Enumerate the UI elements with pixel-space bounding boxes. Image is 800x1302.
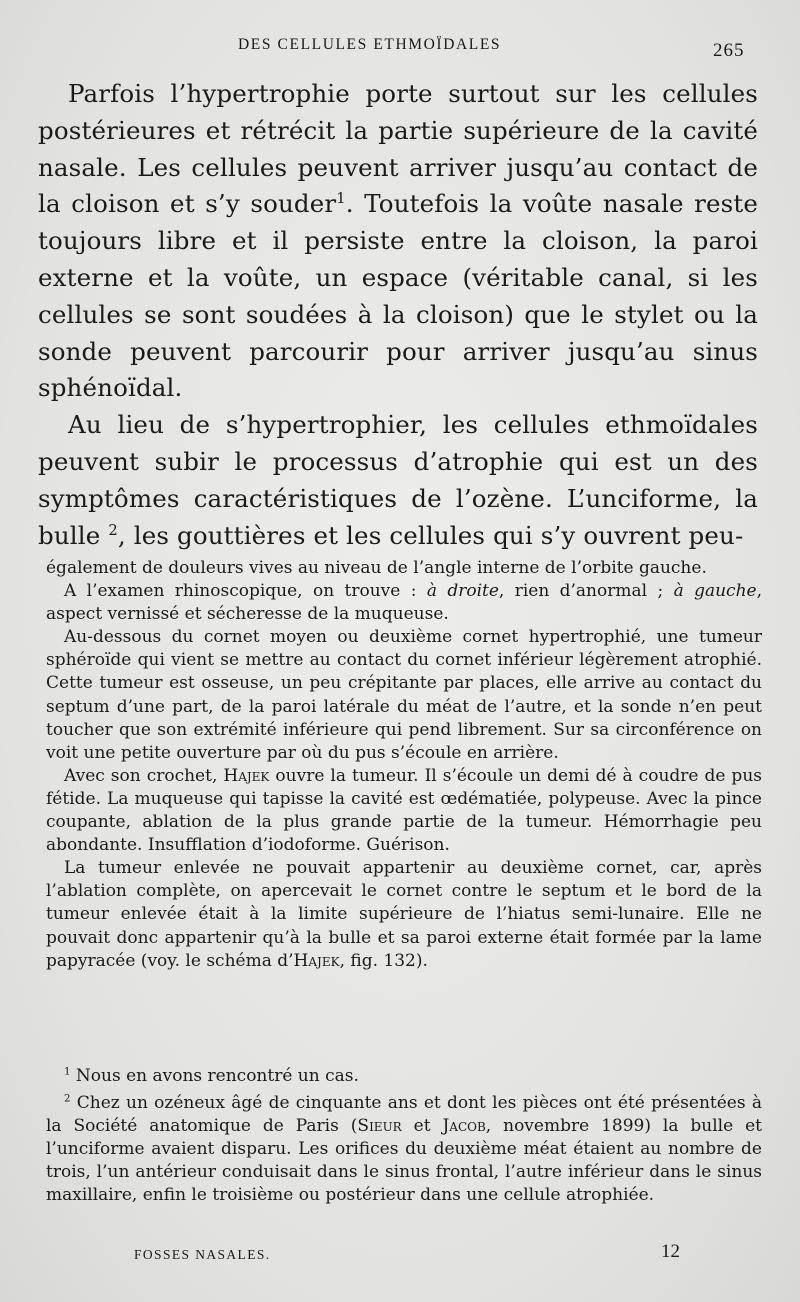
note-italic: à droite [426, 581, 499, 602]
paragraph-2-text-a: Au lieu de s’hypertrophier, les cellules ethmoïdales peuvent subir le processus d’atrophie qui est un des symptômes caractéristiques de l’ozène. L’unciforme, la bulle [38, 410, 758, 550]
footnote-1 [46, 1065, 762, 1088]
note-text: , fig. 132). [339, 950, 428, 971]
paragraph-hypertrophy [38, 76, 758, 407]
paragraph-2-text-b: , les gouttières et les cellules qui s’y ouvrent peu- [117, 520, 744, 550]
main-text [38, 76, 758, 554]
paragraph-1-text-b: . Toutefois la voûte nasale reste toujours libre et il persiste entre la cloison, la paroi externe et la voûte, un espace (véritable canal, si les cellules se sont soudées à la cloison) que le stylet ou la sonde peuvent parcourir pour arriver jusqu’au sinus sphénoïdal. [38, 189, 759, 403]
footnote-marker: 2 [64, 1093, 71, 1105]
note-text: , rien d’anormal ; [498, 581, 674, 602]
note-paragraph: également de douleurs vives au niveau de l’angle interne de l’orbite gauche. [46, 558, 707, 578]
author-name: Jacob [442, 1116, 486, 1137]
case-notes [46, 557, 762, 973]
footnote-text: Chez un ozéneux âgé de cinquante ans et dont les pièces ont été présentées à la Société anatomique de Paris ( [46, 1093, 762, 1137]
note-text: , aspect vernissé et sécheresse de la muqueuse. [46, 581, 762, 625]
author-name: Sieur [357, 1116, 402, 1137]
running-head: DES CELLULES ETHMOÏDALES [238, 36, 502, 53]
page-header [0, 36, 800, 62]
note-text: ouvre la tumeur. Il s’écoule un demi dé à coudre de pus fétide. La muqueuse qui tapisse la cavité est œdématiée, polypeuse. Avec la pince coupante, ablation de la plus grande partie de la tumeur. Hémorrhagie peu abondante. Insufflation d’iodoforme. Guérison. [46, 765, 762, 856]
note-paragraph [46, 765, 762, 857]
sheet-number: 12 [661, 1241, 680, 1262]
footnotes [46, 1065, 762, 1212]
note-text: Avec son crochet, [64, 765, 224, 786]
footnote-ref-1: 1 [336, 190, 346, 208]
paragraph-1-text-a: Parfois l’hypertrophie porte surtout sur les cellules postérieures et rétrécit la partie supérieure de la cavité nasale. Les cellules peuvent arriver jusqu’au contact de la cloison et s’y souder [38, 79, 758, 219]
note-text: La tumeur enlevée ne pouvait appartenir au deuxième cornet, car, après l’ablation complète, on apercevait le cornet contre le septum et le bord de la tumeur enlevée était à la limite supérieure de l’hiatus semi-lunaire. Elle ne pouvait donc appartenir qu’à la bulle et sa paroi externe était formée par la lame papyracée (voy. le schéma d’ [46, 858, 762, 971]
footnote-text: , novembre 1899) la bulle et l’unciforme avaient disparu. Les orifices du deuxième méat étaient au nombre de trois, l’un antérieur conduisait dans le sinus frontal, l’autre inférieur dans le sinus maxillaire, enfin le troisième ou postérieur dans une cellule atrophiée. [46, 1116, 763, 1206]
footnote-text: Nous en avons rencontré un cas. [70, 1066, 359, 1086]
signature-mark: FOSSES NASALES. [134, 1247, 271, 1262]
note-paragraph [46, 580, 762, 626]
note-italic: à gauche [673, 581, 757, 602]
footnote-2 [46, 1092, 762, 1207]
author-name: Hajek [293, 950, 340, 971]
footnote-text: et [401, 1116, 443, 1137]
author-name: Hajek [223, 765, 270, 786]
page-number: 265 [713, 40, 745, 61]
note-text: A l’examen rhinoscopique, on trouve : [64, 581, 427, 602]
note-paragraph [46, 857, 762, 972]
footnote-marker: 1 [64, 1066, 71, 1078]
note-paragraph: Au-dessous du cornet moyen ou deuxième cornet hypertrophié, une tumeur sphéroïde qui vient se mettre au contact du cornet inférieur légèrement atrophié. Cette tumeur est osseuse, un peu crépitante par places, elle arrive au contact du septum d’une part, de la paroi latérale du méat de l’autre, et la sonde n’en peut toucher que son extrémité inférieure qui pend librement. Sur sa circonférence on voit une petite ouverture par où du pus s’écoule en arrière. [46, 627, 762, 763]
footnote-ref-2: 2 [108, 521, 118, 539]
paragraph-atrophy [38, 407, 758, 554]
page-footer [0, 1241, 800, 1271]
